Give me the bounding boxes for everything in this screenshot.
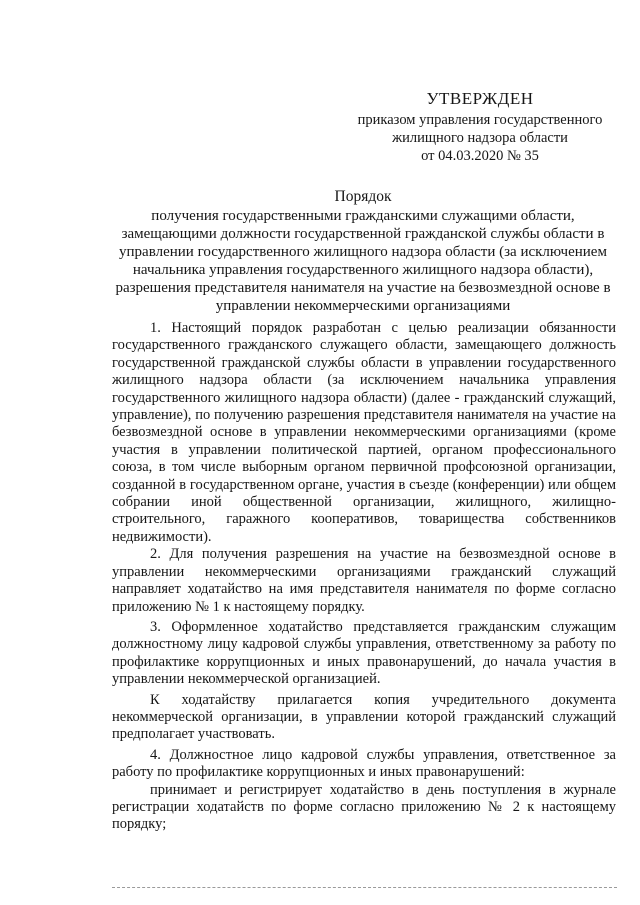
- page-bottom-rule: [112, 887, 617, 888]
- approval-title: УТВЕРЖДЕН: [426, 89, 534, 108]
- paragraph: 3. Оформленное ходатайство представляется гражданским служащим должностному лицу кадровой службы управления, ответственному за работу по профилактике коррупционных и иных правонарушений, до начала участия в управлении некоммерческой организацией.: [112, 618, 616, 688]
- paragraph: 4. Должностное лицо кадровой службы управления, ответственное за работу по профилактике коррупционных и иных правонарушений:: [112, 746, 616, 781]
- document-heading: Порядок: [334, 188, 392, 205]
- paragraph: принимает и регистрирует ходатайство в день поступления в журнале регистрации ходатайств по форме согласно приложению № 2 к настоящему порядку;: [112, 781, 616, 833]
- paragraph: 1. Настоящий порядок разработан с целью реализации обязанности государственного гражданского служащего области, замещающего должность государственной гражданской службы области в управлении государственного жилищного надзора области (за исключением начальника управления государственного жилищного надзора области) (далее - гражданский служащий, управление), по получению разрешения представителя нанимателя на участие на безвозмездной основе в управлении некоммерческими организациями (кроме участия в управлении политической партией, органом профессионального союза, в том числе выборным органом первичной профсоюзной организации, созданной в государственном органе, участия в съезде (конференции) или общем собрании иной общественной организации, жилищного, жилищно-строительного, гаражного кооперативов, товарищества собственников недвижимости).: [112, 320, 616, 545]
- document-body: [112, 320, 616, 834]
- document-subtitle: получения государственными гражданскими служащими области, замещающими должности государственной гражданской службы области в управлении государственного жилищного надзора области (за исключением начальника управления государственного жилищного надзора области), разрешения представителя нанимателя на участие на безвозмездной основе в управлении некоммерческими организациями: [115, 208, 611, 314]
- approval-block: [330, 88, 630, 165]
- paragraph: 2. Для получения разрешения на участие на безвозмездной основе в управлении некоммерческими организациями гражданский служащий направляет ходатайство на имя представителя нанимателя по форме согласно приложению № 1 к настоящему порядку.: [112, 546, 616, 615]
- document-title-block: [108, 188, 618, 315]
- paragraph: К ходатайству прилагается копия учредительного документа некоммерческой организации, в управлении которой гражданский служащий предполагает участвовать.: [112, 691, 616, 743]
- approval-line: жилищного надзора области: [392, 130, 568, 146]
- approval-line: приказом управления государственного: [357, 112, 603, 128]
- approval-date: от 04.03.2020 № 35: [421, 148, 539, 164]
